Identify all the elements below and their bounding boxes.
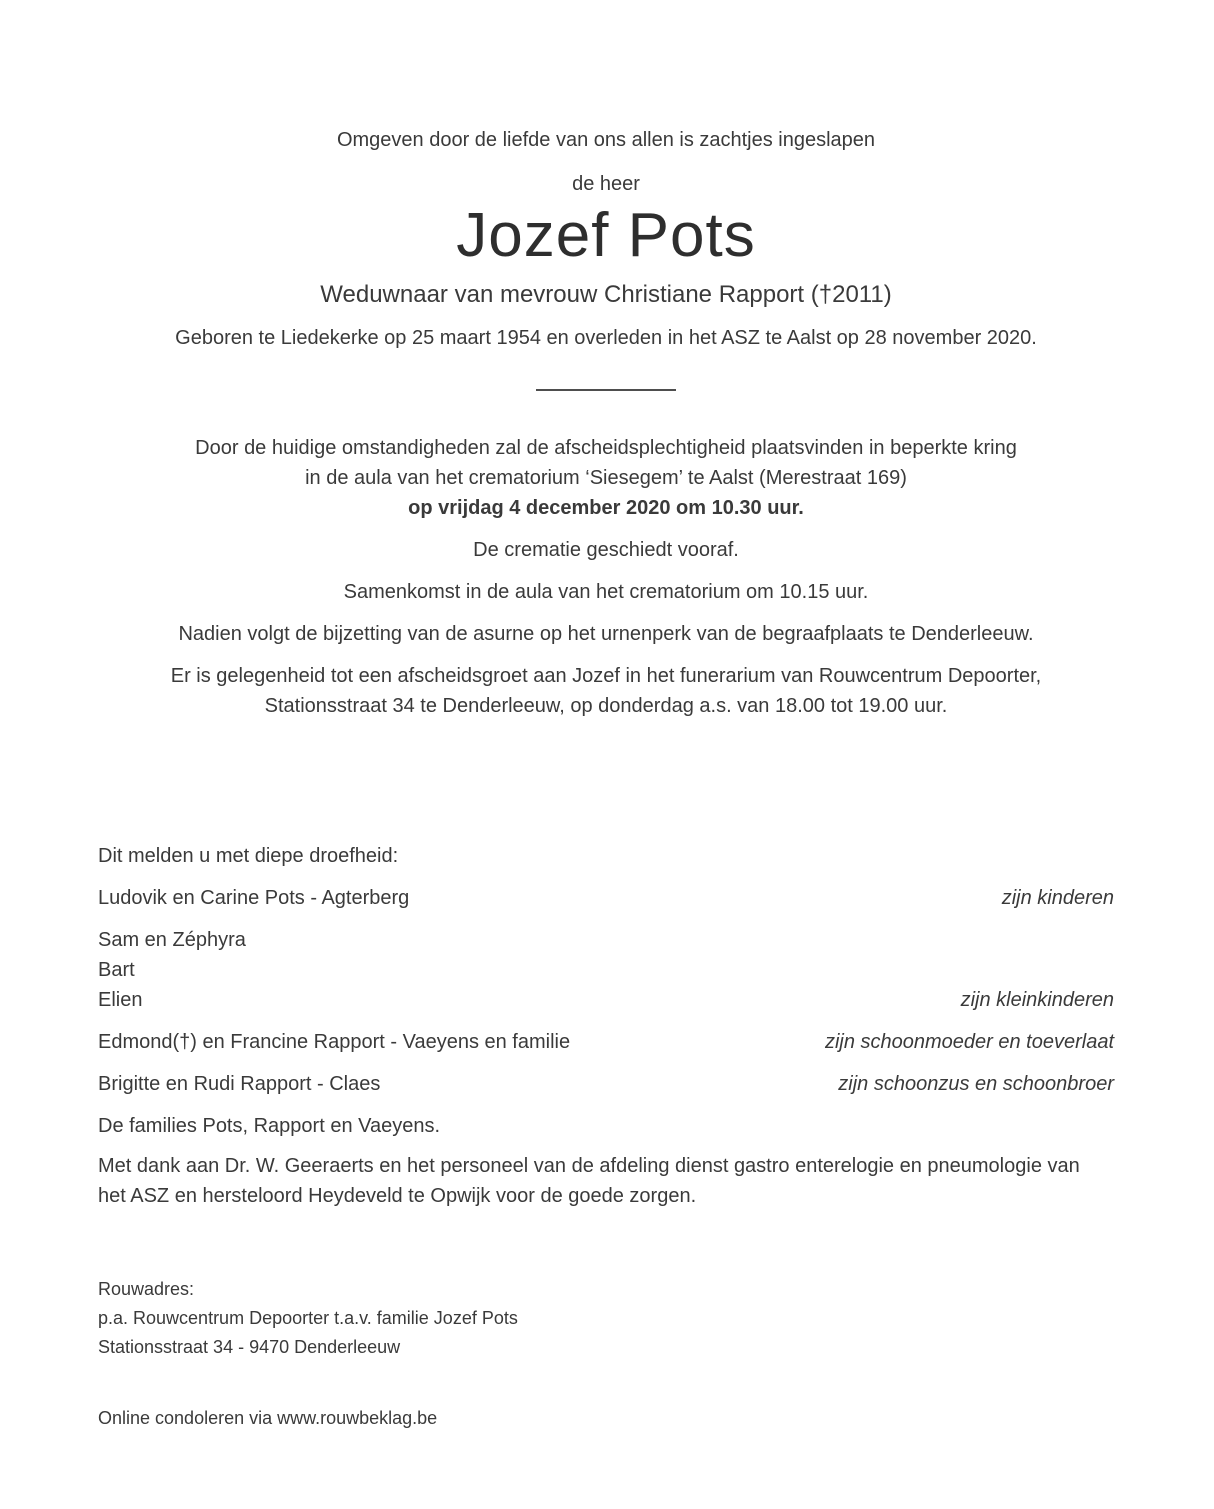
grandchildren-relation-label: zijn kleinkinderen [960,989,1114,1011]
grandchild-name: Sam en Zéphyra [98,929,246,951]
family-row-children [98,883,1114,913]
header-section [98,128,1114,391]
grandchild-name: Elien [98,989,143,1011]
in-law-relation-label: zijn schoonmoeder en toeverlaat [824,1031,1114,1053]
families-line: De families Pots, Rapport en Vaeyens. [98,1115,441,1137]
grandchild-name: Bart [98,959,135,981]
in-law-relation-label: zijn schoonzus en schoonbroer [838,1073,1114,1095]
thanks-paragraph [98,1151,1114,1211]
footer-section [98,1275,1114,1433]
gathering-line: Samenkomst in de aula van het crematorium om 10.15 uur. [343,581,869,603]
farewell-line-2: Stationsstraat 34 te Denderleeuw, op donderdag a.s. van 18.00 tot 19.00 uur. [264,695,948,717]
mourning-address-line-1: p.a. Rouwcentrum Depoorter t.a.v. familie Jozef Pots [98,1308,518,1328]
thanks-line-1: Met dank aan Dr. W. Geeraerts en het personeel van de afdeling dienst gastro enterelogie en pneumologie van [98,1155,1080,1177]
cremation-line: De crematie geschiedt vooraf. [473,539,739,561]
family-intro: Dit melden u met diepe droefheid: [98,845,399,867]
thanks-line-2: het ASZ en hersteloord Heydeveld te Opwijk voor de goede zorgen. [98,1185,697,1207]
mourning-address-label: Rouwadres: [98,1279,195,1299]
family-row-grandchildren [98,925,1114,1015]
ceremony-paragraph [98,433,1114,523]
family-row-mother-in-law [98,1027,1114,1057]
family-row-sister-in-law [98,1069,1114,1099]
location-line: in de aula van het crematorium ‘Siesegem’ te Aalst (Merestraat 169) [305,467,907,489]
burial-line: Nadien volgt de bijzetting van de asurne op het urnenperk van de begraafplaats te Denderleeuw. [178,623,1034,645]
deceased-name: Jozef Pots [456,201,756,270]
widower-line: Weduwnaar van mevrouw Christiane Rapport (†2011) [320,281,892,308]
farewell-paragraph [98,661,1114,721]
circumstances-line: Door de huidige omstandigheden zal de afscheidsplechtigheid plaatsvinden in beperkte kring [195,437,1017,459]
farewell-line-1: Er is gelegenheid tot een afscheidsgroet aan Jozef in het funerarium van Rouwcentrum Depoorter, [170,665,1042,687]
salutation: de heer [572,173,640,195]
family-section [98,841,1114,1211]
divider-line [536,389,676,391]
children-relation-label: zijn kinderen [1001,887,1114,909]
in-law-names: Brigitte en Rudi Rapport - Claes [98,1073,381,1095]
birth-death-line: Geboren te Liedekerke op 25 maart 1954 en overleden in het ASZ te Aalst op 28 november 2020. [175,327,1037,349]
grandchildren-names [98,925,246,1015]
mourning-address-line-2: Stationsstraat 34 - 9470 Denderleeuw [98,1337,401,1357]
children-names: Ludovik en Carine Pots - Agterberg [98,887,410,909]
opening-line: Omgeven door de liefde van ons allen is zachtjes ingeslapen [336,129,876,151]
datetime-line: op vrijdag 4 december 2020 om 10.30 uur. [408,497,804,519]
in-law-names: Edmond(†) en Francine Rapport - Vaeyens en familie [98,1031,571,1053]
online-condolence-line: Online condoleren via www.rouwbeklag.be [98,1408,438,1428]
ceremony-section [98,433,1114,721]
